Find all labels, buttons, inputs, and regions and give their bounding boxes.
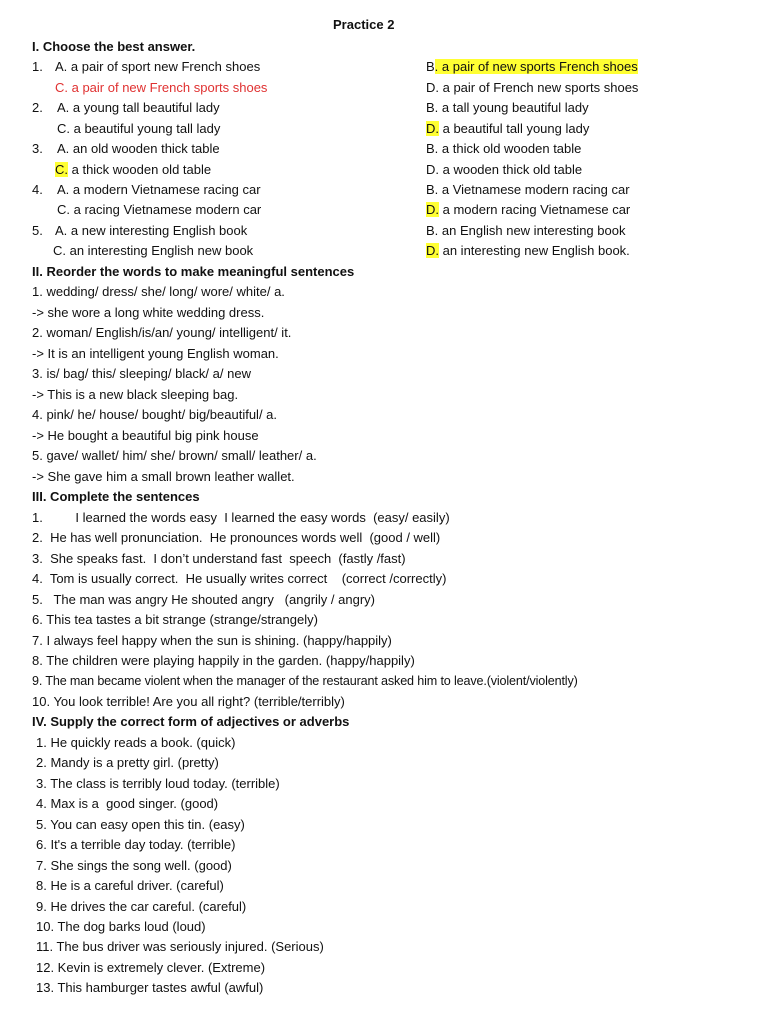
option-a: A. a pair of sport new French shoes	[55, 59, 261, 74]
adverb-line	[0, 897, 768, 917]
question-5-row-1	[0, 221, 768, 241]
adverb-sentence: 11. The bus driver was seriously injured. (Serious)	[36, 939, 324, 954]
complete-line	[0, 692, 768, 712]
adverb-line	[0, 753, 768, 773]
question-number: 2.	[32, 100, 43, 115]
complete-sentence: 6. This tea tastes a bit strange (strange/strangely)	[32, 612, 318, 627]
reorder-answer: -> He bought a beautiful big pink house	[32, 428, 259, 443]
complete-line	[0, 569, 768, 589]
reorder-prompt: 4. pink/ he/ house/ bought/ big/beautiful/ a.	[32, 407, 278, 422]
option-c: C. a beautiful young tall lady	[57, 121, 221, 136]
section-3-heading-line	[0, 487, 768, 507]
option-b: B. a thick old wooden table	[426, 141, 582, 156]
section-3-heading: III. Complete the sentences	[32, 489, 200, 504]
complete-sentence: 3. She speaks fast. I don’t understand fast speech (fastly /fast)	[32, 551, 406, 566]
adverb-line	[0, 876, 768, 896]
complete-line	[0, 671, 768, 691]
option-b: B. a tall young beautiful lady	[426, 100, 589, 115]
reorder-answer: -> She gave him a small brown leather wallet.	[32, 469, 295, 484]
reorder-prompt: 1. wedding/ dress/ she/ long/ wore/ white/ a.	[32, 284, 285, 299]
adverb-sentence: 12. Kevin is extremely clever. (Extreme)	[36, 960, 266, 975]
complete-sentence: 4. Tom is usually correct. He usually writes correct (correct /correctly)	[32, 571, 447, 586]
adverb-sentence: 3. The class is terribly loud today. (terrible)	[36, 776, 280, 791]
answer-highlight: C.	[55, 162, 68, 177]
reorder-prompt: 5. gave/ wallet/ him/ she/ brown/ small/ leather/ a.	[32, 448, 317, 463]
reorder-line	[0, 405, 768, 425]
answer-highlight: D.	[426, 243, 439, 258]
option-b: B. a Vietnamese modern racing car	[426, 182, 630, 197]
page-title: Practice 2	[333, 17, 395, 32]
complete-sentence: 5. The man was angry He shouted angry (angrily / angry)	[32, 592, 375, 607]
adverb-sentence: 4. Max is a good singer. (good)	[36, 796, 219, 811]
question-number: 5.	[32, 223, 43, 238]
adverb-line	[0, 937, 768, 957]
complete-line	[0, 590, 768, 610]
option-c	[55, 160, 211, 180]
adverb-line	[0, 794, 768, 814]
complete-line	[0, 631, 768, 651]
adverb-sentence: 1. He quickly reads a book. (quick)	[36, 735, 236, 750]
option-d	[426, 119, 589, 139]
complete-sentence: 2. He has well pronunciation. He pronounces words well (good / well)	[32, 530, 441, 545]
section-1-heading: I. Choose the best answer.	[32, 39, 196, 54]
section-1-heading-line	[0, 37, 768, 57]
option-c-text: a thick wooden old table	[68, 162, 212, 177]
reorder-line	[0, 364, 768, 384]
answer-highlight: . a pair of new sports French shoes	[434, 59, 638, 74]
question-4-row-2	[0, 200, 768, 220]
option-d-text: a modern racing Vietnamese car	[439, 202, 631, 217]
section-4-heading-line	[0, 712, 768, 732]
adverb-sentence: 8. He is a careful driver. (careful)	[36, 878, 224, 893]
option-c: C. a racing Vietnamese modern car	[57, 202, 262, 217]
complete-line	[0, 610, 768, 630]
reorder-line	[0, 446, 768, 466]
reorder-line	[0, 426, 768, 446]
complete-sentence: 10. You look terrible! Are you all right? (terrible/terribly)	[32, 694, 345, 709]
option-d	[426, 200, 630, 220]
reorder-line	[0, 467, 768, 487]
question-3-row-2	[0, 160, 768, 180]
adverb-line	[0, 958, 768, 978]
option-a: A. an old wooden thick table	[57, 141, 220, 156]
question-2-row-2	[0, 119, 768, 139]
complete-sentence: 9. The man became violent when the manager of the restaurant asked him to leave.(violent/violently)	[32, 674, 578, 688]
reorder-line	[0, 282, 768, 302]
reorder-line	[0, 323, 768, 343]
reorder-line	[0, 385, 768, 405]
complete-sentence: 7. I always feel happy when the sun is shining. (happy/happily)	[32, 633, 392, 648]
complete-line	[0, 549, 768, 569]
option-a: A. a young tall beautiful lady	[57, 100, 220, 115]
complete-line	[0, 508, 768, 528]
option-c: C. an interesting English new book	[53, 243, 254, 258]
adverb-line	[0, 774, 768, 794]
adverb-sentence: 13. This hamburger tastes awful (awful)	[36, 980, 264, 995]
adverb-sentence: 6. It's a terrible day today. (terrible)	[36, 837, 236, 852]
adverb-line	[0, 815, 768, 835]
reorder-prompt: 3. is/ bag/ this/ sleeping/ black/ a/ new	[32, 366, 251, 381]
section-2-heading-line	[0, 262, 768, 282]
option-a: A. a modern Vietnamese racing car	[57, 182, 261, 197]
reorder-answer: -> It is an intelligent young English woman.	[32, 346, 279, 361]
option-d-text: an interesting new English book.	[439, 243, 630, 258]
reorder-line	[0, 303, 768, 323]
complete-sentence: 1. I learned the words easy I learned the easy words (easy/ easily)	[32, 510, 450, 525]
option-b	[426, 57, 638, 77]
reorder-answer: -> she wore a long white wedding dress.	[32, 305, 265, 320]
option-a: A. a new interesting English book	[55, 223, 248, 238]
answer-highlight: D.	[426, 121, 439, 136]
option-d: D. a pair of French new sports shoes	[426, 80, 639, 95]
reorder-prompt: 2. woman/ English/is/an/ young/ intelligent/ it.	[32, 325, 292, 340]
option-c-answer: C. a pair of new French sports shoes	[55, 80, 268, 95]
option-b-letter: B	[426, 59, 435, 74]
section-4-heading: IV. Supply the correct form of adjectives or adverbs	[32, 714, 350, 729]
adverb-line	[0, 978, 768, 998]
adverb-line	[0, 917, 768, 937]
option-d	[426, 241, 630, 261]
adverb-line	[0, 856, 768, 876]
option-b: B. an English new interesting book	[426, 223, 626, 238]
adverb-sentence: 5. You can easy open this tin. (easy)	[36, 817, 245, 832]
adverb-sentence: 10. The dog barks loud (loud)	[36, 919, 206, 934]
question-1-row-1	[0, 57, 768, 77]
adverb-line	[0, 835, 768, 855]
complete-line	[0, 651, 768, 671]
adverb-sentence: 9. He drives the car careful. (careful)	[36, 899, 247, 914]
option-d-text: a beautiful tall young lady	[439, 121, 590, 136]
reorder-answer: -> This is a new black sleeping bag.	[32, 387, 239, 402]
question-4-row-1	[0, 180, 768, 200]
question-number: 3.	[32, 141, 43, 156]
question-number: 4.	[32, 182, 43, 197]
section-2-heading: II. Reorder the words to make meaningful sentences	[32, 264, 355, 279]
reorder-line	[0, 344, 768, 364]
adverb-line	[0, 733, 768, 753]
adverb-sentence: 7. She sings the song well. (good)	[36, 858, 232, 873]
question-number: 1.	[32, 59, 43, 74]
adverb-sentence: 2. Mandy is a pretty girl. (pretty)	[36, 755, 219, 770]
question-2-row-1	[0, 98, 768, 118]
question-5-row-2	[0, 241, 768, 261]
complete-line	[0, 528, 768, 548]
question-1-row-2	[0, 78, 768, 98]
question-3-row-1	[0, 139, 768, 159]
option-d: D. a wooden thick old table	[426, 162, 583, 177]
complete-sentence: 8. The children were playing happily in the garden. (happy/happily)	[32, 653, 415, 668]
answer-highlight: D.	[426, 202, 439, 217]
